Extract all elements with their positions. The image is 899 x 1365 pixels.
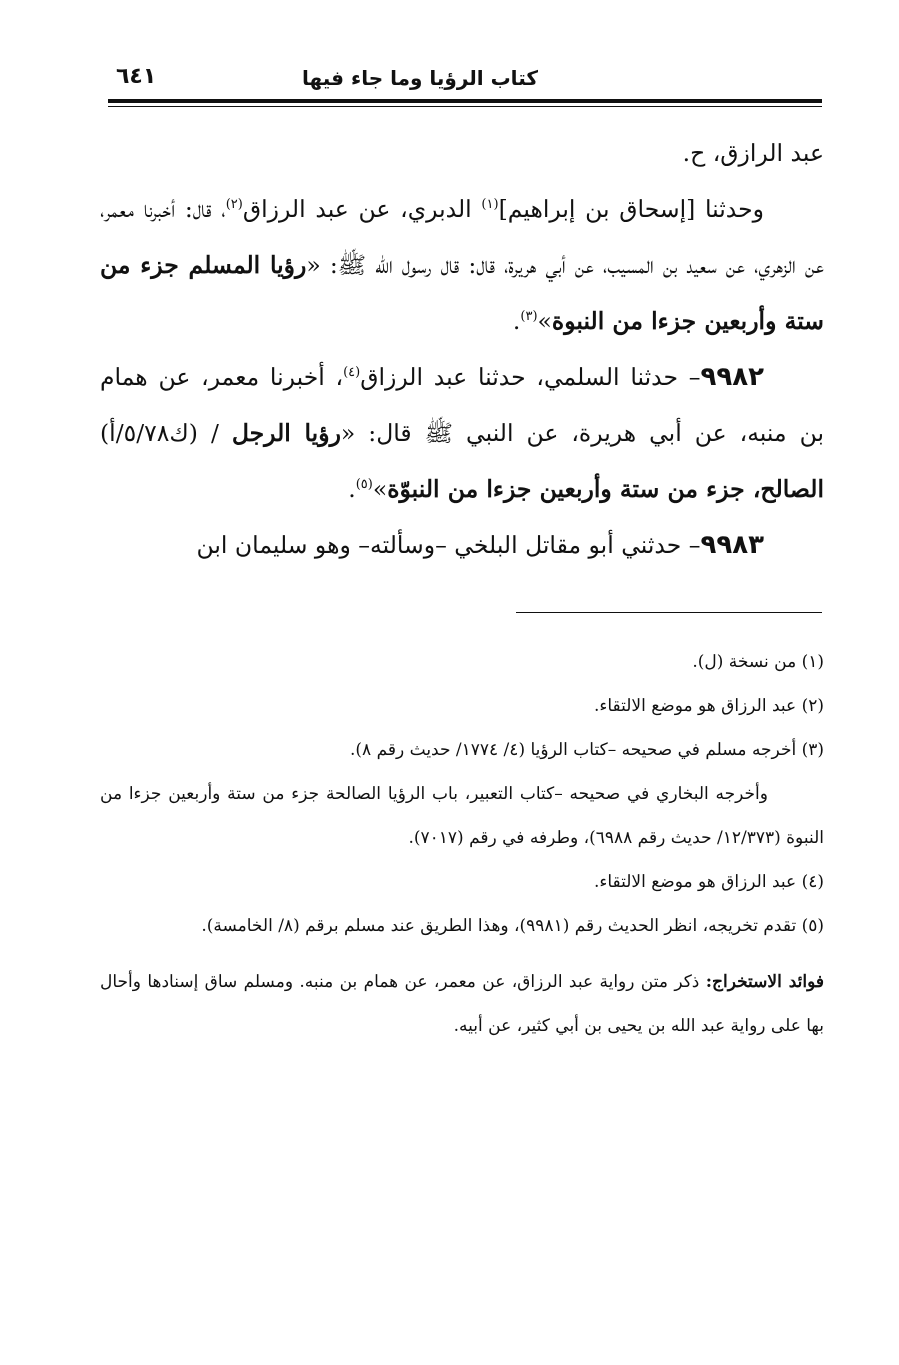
hadith-9982: ٩٩٨٢– حدثنا السلمي، حدثنا عبد الرزاق$^{(٤)}$، أخبرنا معمر، عن همام بن منبه، عن أبي هريرة، عن النبي ﷺ قال: «رؤيا الرجل / (ك٥/٧٨/أ) الصالح، جزء من ستة وأربعين جزءا من النبوّة»$^{(٥)}$. — [100, 362, 824, 503]
running-header — [108, 62, 828, 100]
fawaid-label: فوائد الاستخراج: — [705, 972, 824, 992]
hadith-matn: رؤيا الرجل — [231, 419, 341, 447]
footnote-5: (٥) تقدم تخريجه، انظر الحديث رقم (٩٩٨١)، وهذا الطريق عند مسلم برقم (٨/ الخامسة). — [201, 916, 824, 936]
fawaid-note: فوائد الاستخراج: ذكر متن رواية عبد الرزاق، عن معمر، عن همام بن منبه. ومسلم ساق إسنادها وأحال بها على رواية عبد الله بن يحيى بن أبي كثير، عن أبيه. — [100, 972, 824, 1036]
footnote-3-continued: وأخرجه البخاري في صحيحه –كتاب التعبير، باب الرؤيا الصالحة جزء من ستة وأربعين جزءا من النبوة (١٢/٣٧٣/ حديث رقم ٦٩٨٨)، وطرفه في رقم (٧٠١٧). — [100, 784, 824, 848]
hadith-number: ٩٩٨٣ — [700, 530, 764, 560]
continuation-line: عبد الرازق، ح. — [682, 139, 824, 167]
hadith-paragraph-1: وحدثنا [إسحاق بن إبراهيم]$^{(١)}$ الدبري، عن عبد الرزاق$^{(٢)}$، قال: أخبرنا معمر، عن الزهري، عن سعيد بن المسيب، عن أبي هريرة، قال: قال رسول الله ﷺ: «رؤيا المسلم جزء من ستة وأربعين جزءا من النبوة»$^{(٣)}$. — [100, 195, 824, 335]
header-rule-thick — [108, 99, 822, 103]
footnote-4: (٤) عبد الرزاق هو موضع الالتقاء. — [593, 872, 824, 892]
page-number: ٦٤١ — [116, 64, 157, 89]
hadith-9983: ٩٩٨٣– حدثني أبو مقاتل البلخي –وسألته– وهو سليمان ابن — [196, 530, 764, 560]
hadith-number: ٩٩٨٢ — [700, 362, 764, 392]
header-title: كتاب الرؤيا وما جاء فيها — [302, 66, 538, 90]
footnote-ref: (٤) — [343, 365, 361, 381]
footnote-ref: (٣) — [520, 309, 538, 325]
hadith-matn: رؤيا المسلم جزء من ستة وأربعين جزءا من النبوة — [100, 251, 824, 335]
hadith-matn: الصالح، جزء من ستة وأربعين جزءا من النبوّة — [387, 475, 824, 503]
footnote-1: (١) من نسخة (ل). — [692, 652, 824, 672]
footnote-3: (٣) أخرجه مسلم في صحيحه –كتاب الرؤيا (٤/ ١٧٧٤/ حديث رقم ٨). — [349, 740, 824, 760]
footnote-ref: (١) — [481, 197, 499, 213]
main-text — [100, 125, 824, 573]
footnote-ref: (٢) — [225, 197, 243, 213]
footnote-separator — [516, 612, 822, 613]
footnote-ref: (٥) — [355, 477, 373, 493]
footnote-2: (٢) عبد الرزاق هو موضع الالتقاء. — [593, 696, 824, 716]
header-rule-thin — [108, 106, 822, 107]
footnotes — [100, 640, 824, 1048]
